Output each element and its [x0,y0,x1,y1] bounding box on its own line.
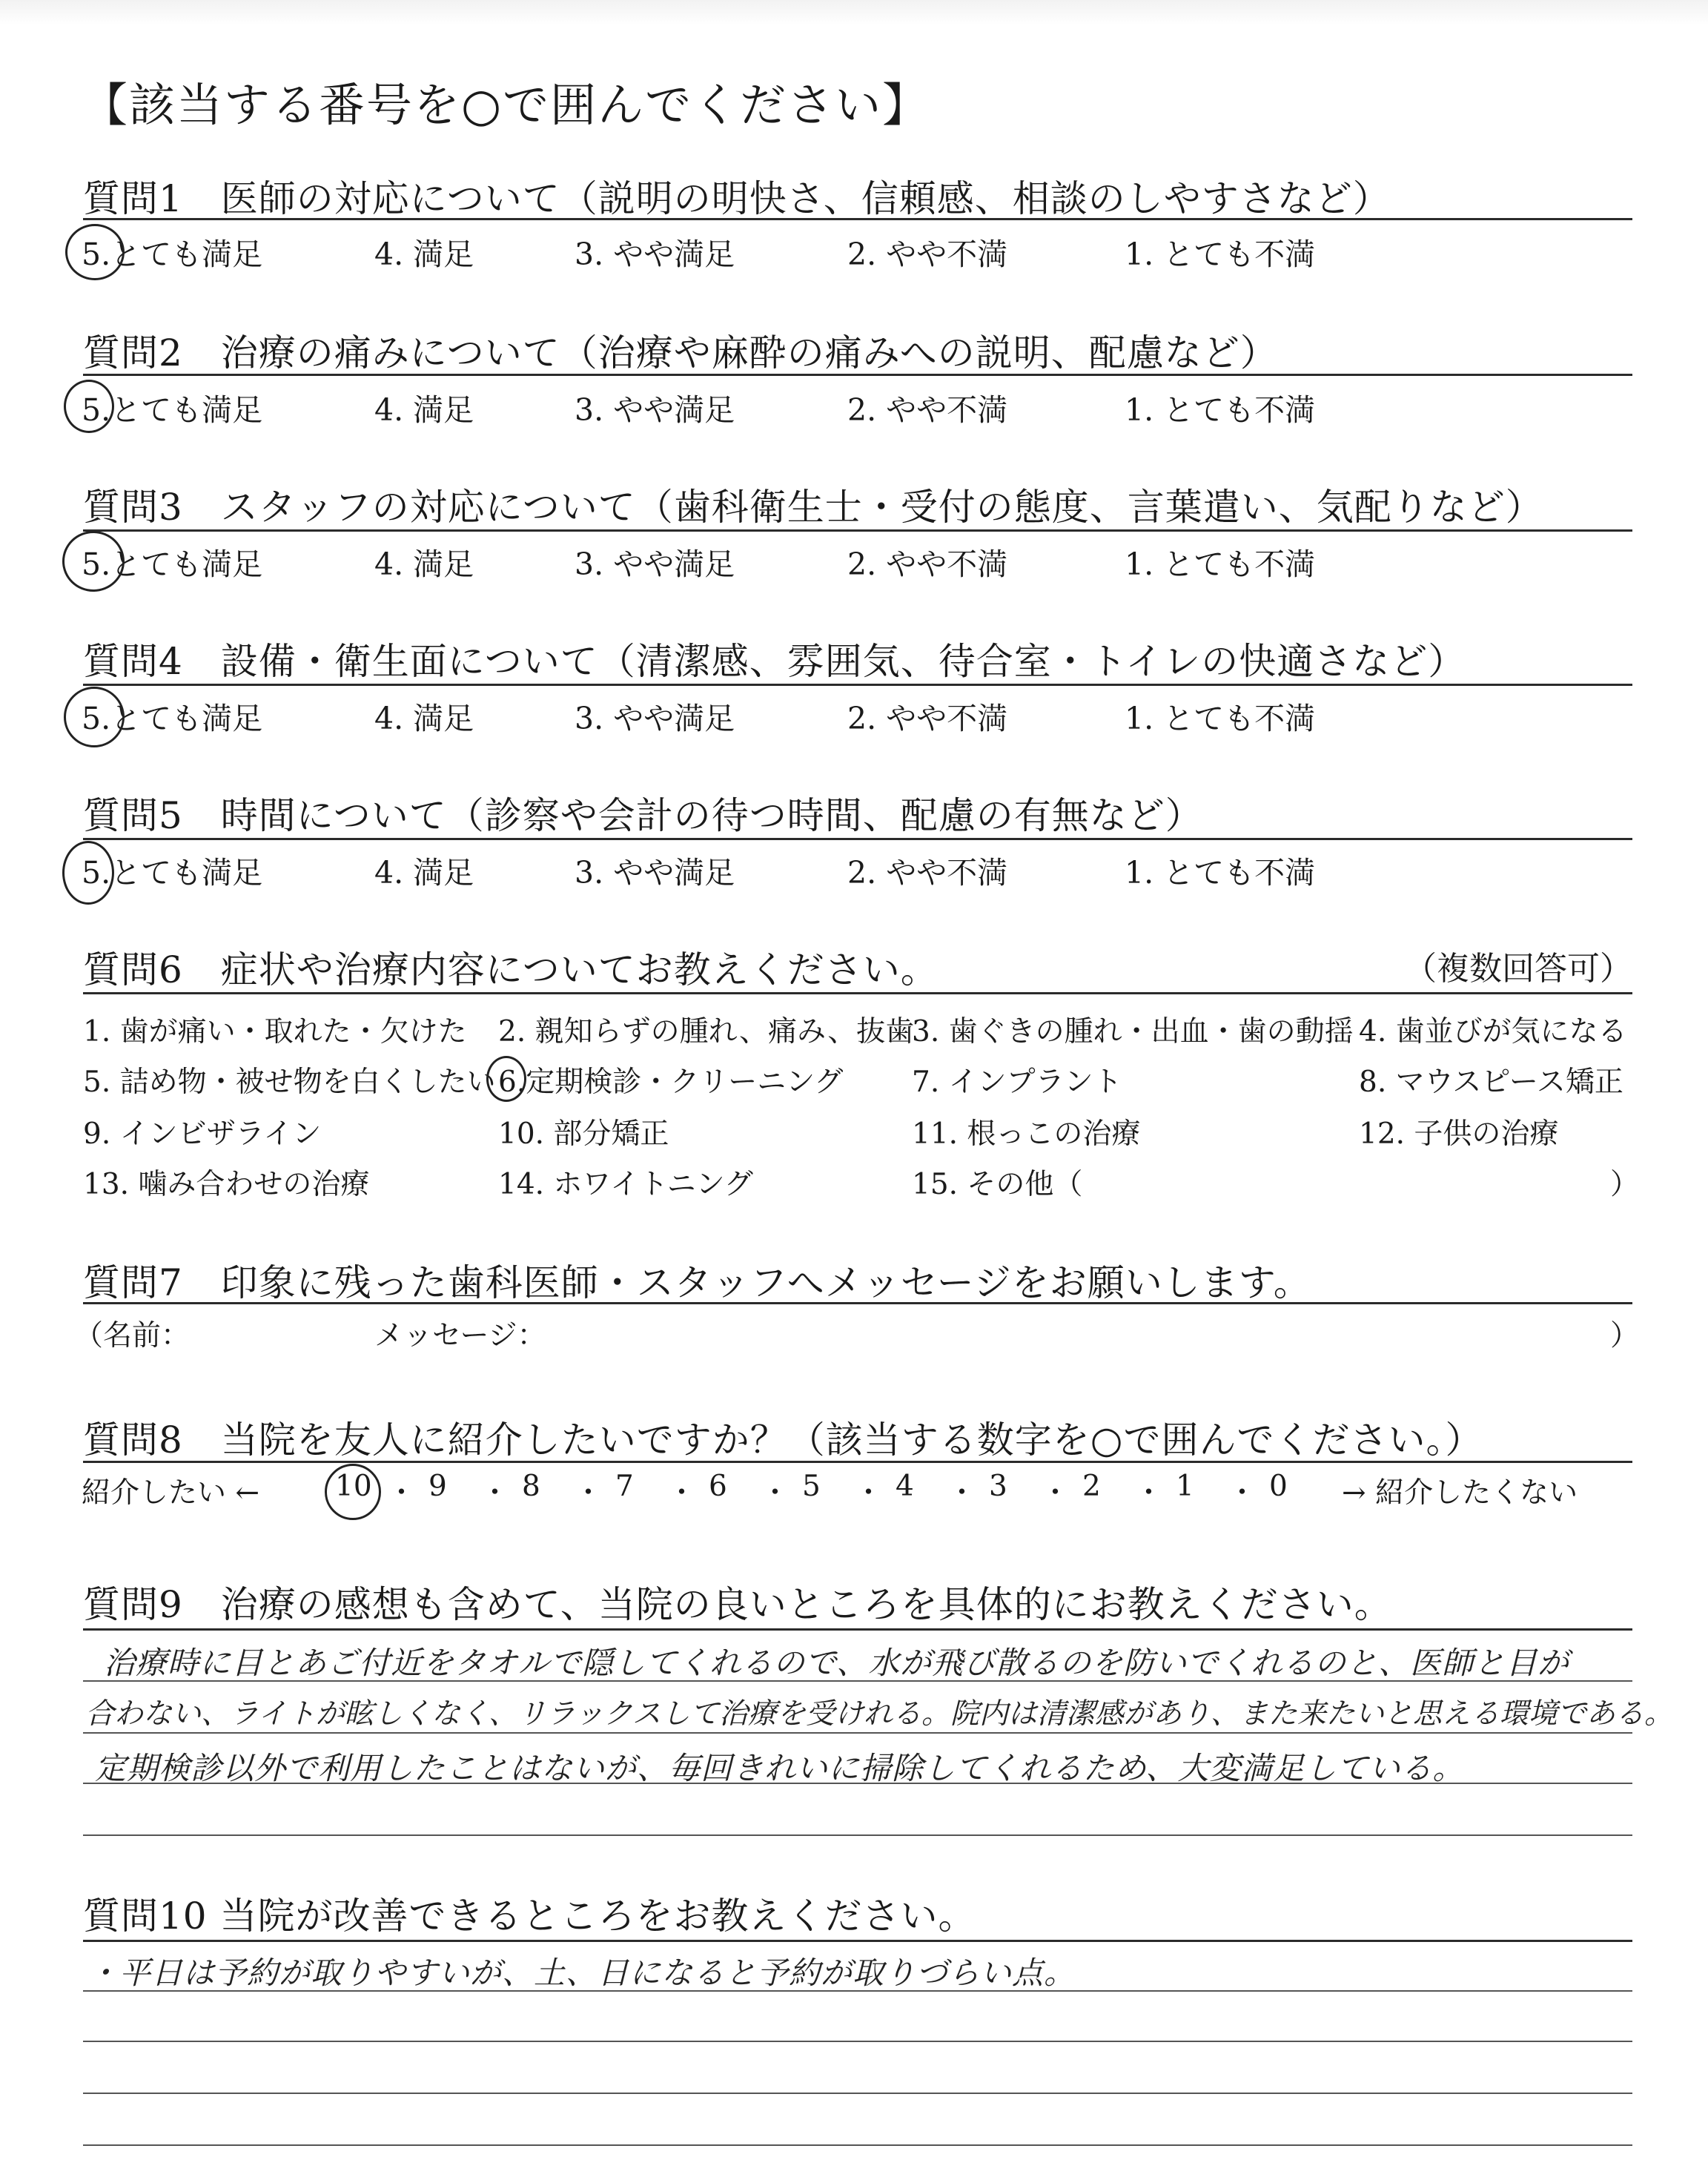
q2-option-1[interactable]: 1. とても不満 [1125,392,1316,428]
q8-scale-separator: ・ [1134,1476,1164,1510]
q4-option-5[interactable]: 5.とても満足 [82,701,263,736]
q9-answer-line-3: 定期検診以外で利用したことはないが、毎回きれいに掃除してくれるため、大変満足している。 [95,1750,1465,1786]
q10-answer-rule-3 [83,2093,1632,2094]
q5-option-2[interactable]: 2. やや不満 [847,855,1008,891]
q6-item-8[interactable]: 8. マウスピース矯正 [1359,1066,1623,1099]
q6-item-5[interactable]: 5. 詰め物・被せ物を白くしたい [83,1066,496,1099]
q8-scale-9[interactable]: 9 [428,1470,447,1503]
q3-rule [83,529,1632,532]
q7-name-label: （名前： [74,1319,191,1353]
q5-selection-circle [62,841,114,905]
q1-title: 質問1 医師の対応について（説明の明快さ、信頼感、相談のしやすさなど） [83,177,1391,220]
q9-title: 質問9 治療の感想も含めて、当院の良いところを具体的にお教えください。 [83,1583,1392,1626]
q6-item-7[interactable]: 7. インプラント [912,1066,1122,1099]
q9-answer-rule-1 [83,1680,1632,1682]
q2-option-3[interactable]: 3. やや満足 [575,392,735,428]
q8-scale-0[interactable]: 0 [1269,1470,1288,1503]
q8-scale-separator: ・ [1041,1476,1070,1510]
page-header: 【該当する番号を○で囲んでください】 [82,78,930,132]
q7-rule [83,1302,1632,1304]
q6-rule [83,992,1632,994]
q8-scale-2[interactable]: 2 [1082,1470,1101,1503]
q8-rule [83,1461,1632,1463]
q3-option-3[interactable]: 3. やや満足 [575,546,735,582]
q8-scale-4[interactable]: 4 [896,1470,914,1503]
q10-title: 質問10 当院が改善できるところをお教えください。 [83,1895,976,1938]
q1-option-5[interactable]: 5.とても満足 [82,237,263,272]
q8-left-label: 紹介したい ← [82,1476,260,1510]
q6-item-15[interactable]: 15. その他（ [912,1168,1083,1201]
q5-option-4[interactable]: 4. 満足 [374,855,474,891]
q8-scale-1[interactable]: 1 [1176,1470,1194,1503]
q6-item-3[interactable]: 3. 歯ぐきの腫れ・出血・歯の動揺 [912,1015,1354,1048]
q8-scale-separator: ・ [947,1476,977,1510]
q2-option-2[interactable]: 2. やや不満 [847,392,1008,428]
q9-answer-line-2: 合わない、ライトが眩しくなく、リラックスして治療を受けれる。院内は清潔感があり、また来たいと思える環境である。 [85,1697,1673,1731]
q6-title: 質問6 症状や治療内容についてお教えください。 [83,948,939,991]
q9-answer-rule-2 [83,1732,1632,1734]
q3-title: 質問3 スタッフの対応について（歯科衛生士・受付の態度、言葉遣い、気配りなど） [83,486,1543,529]
q2-option-5[interactable]: 5.とても満足 [82,392,263,428]
q3-option-4[interactable]: 4. 満足 [374,546,474,582]
q5-title: 質問5 時間について（診察や会計の待つ時間、配慮の有無など） [83,794,1203,837]
q9-answer-line-1: 治療時に目とあご付近をタオルで隠してくれるので、水が飛び散るのを防いでくれるのと、医師と目が [104,1645,1570,1681]
q10-answer-line-1: ・平日は予約が取りやすいが、土、日になると予約が取りづらい点。 [87,1955,1076,1991]
q6-item-2[interactable]: 2. 親知らずの腫れ、痛み、抜歯 [498,1015,915,1048]
q8-title: 質問8 当院を友人に紹介したいですか？（該当する数字を○で囲んでください。） [83,1418,1483,1462]
q8-scale-7[interactable]: 7 [615,1470,634,1503]
q10-rule [83,1940,1632,1942]
q4-selection-circle [64,687,125,747]
q1-option-4[interactable]: 4. 満足 [374,237,474,272]
q4-option-1[interactable]: 1. とても不満 [1125,701,1316,736]
q6-item-13[interactable]: 13. 噛み合わせの治療 [83,1168,370,1201]
q8-selection-circle [325,1464,381,1520]
q10-answer-rule-2 [83,2041,1632,2042]
q6-selection-circle [486,1056,526,1102]
q5-rule [83,838,1632,840]
q7-close-paren: ） [1610,1319,1640,1353]
q6-item-4[interactable]: 4. 歯並びが気になる [1359,1015,1627,1048]
scan-top-edge [0,0,1708,25]
q8-scale-separator: ・ [761,1476,790,1510]
q8-scale-6[interactable]: 6 [709,1470,727,1503]
q8-scale-5[interactable]: 5 [802,1470,821,1503]
q3-option-2[interactable]: 2. やや不満 [847,546,1008,582]
q1-option-1[interactable]: 1. とても不満 [1125,237,1316,272]
q8-scale-3[interactable]: 3 [989,1470,1007,1503]
q9-rule [83,1628,1632,1631]
q7-message-label: メッセージ： [374,1319,546,1353]
q10-answer-rule-4 [83,2144,1632,2146]
q6-item-1[interactable]: 1. 歯が痛い・取れた・欠けた [83,1015,467,1048]
q9-answer-rule-3 [83,1783,1632,1784]
q4-title: 質問4 設備・衛生面について（清潔感、雰囲気、待合室・トイレの快適さなど） [83,640,1466,683]
q4-option-3[interactable]: 3. やや満足 [575,701,735,736]
q6-item-6[interactable]: 6.定期検診・クリーニング [498,1066,844,1099]
q2-title: 質問2 治療の痛みについて（治療や麻酔の痛みへの説明、配慮など） [83,331,1278,374]
q3-option-5[interactable]: 5.とても満足 [82,546,263,582]
q2-option-4[interactable]: 4. 満足 [374,392,474,428]
q1-rule [83,218,1632,220]
q2-rule [83,374,1632,376]
q8-scale-separator: ・ [667,1476,697,1510]
q6-item-12[interactable]: 12. 子供の治療 [1359,1117,1559,1151]
q8-scale-separator: ・ [1228,1476,1257,1510]
q6-item-15-close: ） [1610,1168,1640,1201]
q8-scale-separator: ・ [854,1476,884,1510]
q6-item-9[interactable]: 9. インビザライン [83,1117,322,1151]
q6-item-11[interactable]: 11. 根っこの治療 [912,1117,1141,1151]
q1-option-3[interactable]: 3. やや満足 [575,237,735,272]
q2-selection-circle [64,380,114,433]
q5-option-1[interactable]: 1. とても不満 [1125,855,1316,891]
q8-scale-separator: ・ [480,1476,510,1510]
q4-option-4[interactable]: 4. 満足 [374,701,474,736]
q6-item-10[interactable]: 10. 部分矯正 [498,1117,669,1151]
q1-selection-circle [65,224,125,280]
q1-option-2[interactable]: 2. やや不満 [847,237,1008,272]
q8-right-label: → 紹介したくない [1342,1476,1578,1510]
q10-answer-rule-1 [83,1990,1632,1992]
q8-scale-separator: ・ [574,1476,603,1510]
q6-multiple-note: （複数回答可） [1404,950,1632,988]
q9-answer-rule-4 [83,1834,1632,1836]
q8-scale-separator: ・ [387,1476,417,1510]
q3-selection-circle [62,531,125,592]
q8-scale-8[interactable]: 8 [522,1470,540,1503]
q7-title: 質問7 印象に残った歯科医師・スタッフへメッセージをお願いします。 [83,1261,1311,1304]
q5-option-3[interactable]: 3. やや満足 [575,855,735,891]
q5-option-5[interactable]: 5.とても満足 [82,855,263,891]
q3-option-1[interactable]: 1. とても不満 [1125,546,1316,582]
q8-scale-10[interactable]: 10 [335,1470,372,1503]
q4-option-2[interactable]: 2. やや不満 [847,701,1008,736]
q6-item-14[interactable]: 14. ホワイトニング [498,1168,753,1201]
q4-rule [83,684,1632,686]
